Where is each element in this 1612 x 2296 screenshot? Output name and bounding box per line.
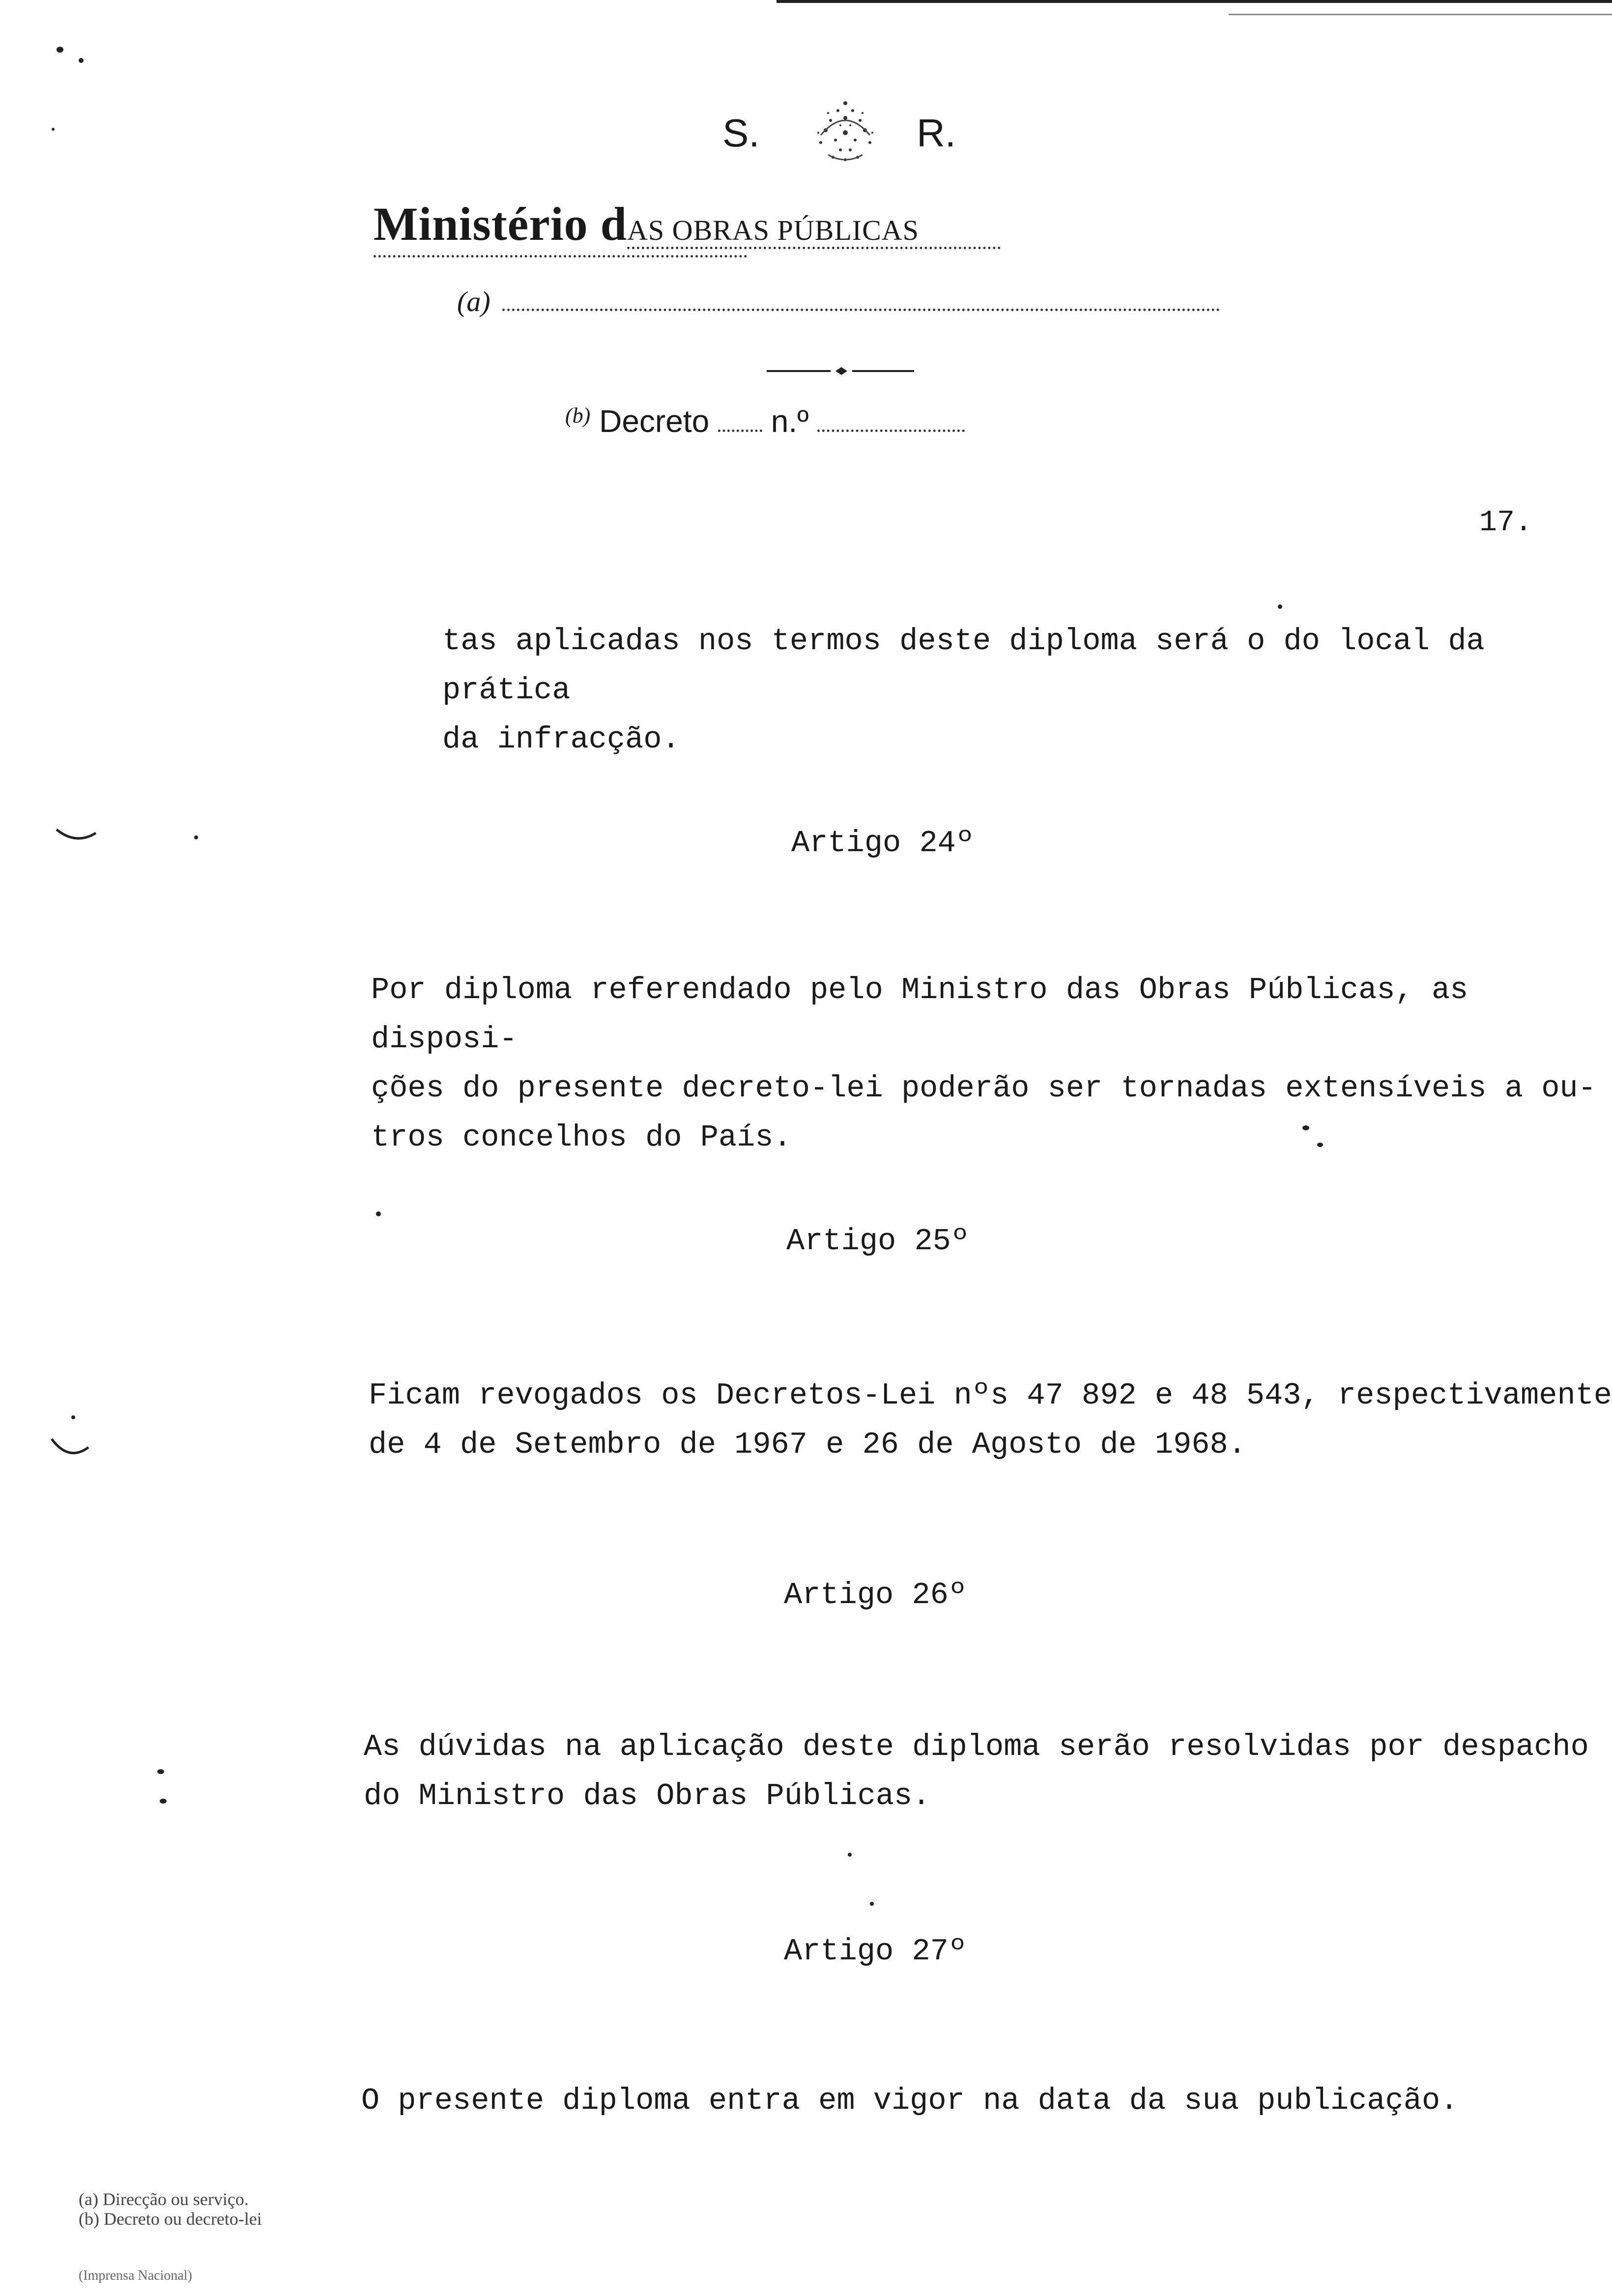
paragraph-line: de 4 de Setembro de 1967 e 26 de Agosto de 1968. bbox=[369, 1427, 1246, 1462]
article-26-heading: Artigo 26º bbox=[784, 1578, 967, 1612]
article-24-text bbox=[371, 966, 1612, 1162]
top-rule-thin bbox=[1229, 14, 1612, 15]
decreto-line bbox=[565, 403, 1106, 447]
scan-speck bbox=[870, 1902, 874, 1906]
paragraph-line: Ficam revogados os Decretos-Lei nºs 47 892 e 48 543, respectivamente bbox=[369, 1378, 1612, 1413]
decreto-label: Decreto bbox=[599, 403, 710, 439]
scan-speck bbox=[1302, 1125, 1309, 1130]
scan-speck bbox=[157, 1769, 164, 1774]
printer-imprint: (Imprensa Nacional) bbox=[79, 2268, 192, 2283]
decreto-type-fill bbox=[718, 430, 762, 432]
paragraph-intro bbox=[442, 617, 1612, 764]
scan-speck bbox=[71, 1415, 75, 1419]
paragraph-line: ções do presente decreto-lei poderão ser tornadas extensíveis a ou- bbox=[371, 1071, 1596, 1106]
article-27-text bbox=[361, 2076, 1458, 2125]
article-25-text bbox=[369, 1371, 1612, 1469]
paragraph-line: As dúvidas na aplicação deste diploma serão resolvidas por despacho bbox=[364, 1729, 1589, 1764]
header-r-label: R. bbox=[917, 111, 956, 155]
scan-speck bbox=[1278, 604, 1282, 609]
decreto-number-fill bbox=[817, 430, 965, 432]
article-24-heading: Artigo 24º bbox=[791, 826, 975, 861]
header-s-label: S. bbox=[722, 111, 760, 155]
article-27-heading: Artigo 27º bbox=[784, 1934, 967, 1969]
scan-speck bbox=[194, 835, 198, 839]
article-25-heading: Artigo 25º bbox=[786, 1224, 970, 1259]
ministerio-dotted-tail bbox=[374, 255, 747, 258]
paragraph-line: O presente diploma entra em vigor na data da sua publicação. bbox=[361, 2083, 1459, 2118]
page-number: 17. bbox=[1479, 506, 1533, 540]
scan-arc-mark bbox=[54, 826, 98, 845]
scan-speck bbox=[1317, 1143, 1323, 1147]
footnotes bbox=[79, 2189, 262, 2229]
scan-speck bbox=[52, 128, 55, 131]
scan-speck bbox=[57, 47, 63, 53]
scan-arc-mark bbox=[49, 1435, 93, 1460]
line-a-dotted-fill bbox=[502, 309, 1220, 311]
ministerio-fill-line bbox=[627, 214, 1001, 249]
paragraph-line: da infracção. bbox=[442, 722, 680, 757]
line-a bbox=[457, 285, 1243, 324]
footnote-a: (a) Direcção ou serviço. bbox=[79, 2189, 249, 2209]
paragraph-line: do Ministro das Obras Públicas. bbox=[364, 1779, 931, 1813]
header-emblem-block bbox=[722, 91, 978, 174]
ministerio-label: Ministério d bbox=[374, 198, 627, 250]
decreto-number-label: n.º bbox=[771, 403, 809, 439]
paragraph-line: tas aplicadas nos termos deste diploma será o do local da prática bbox=[442, 624, 1485, 708]
paragraph-line: tros concelhos do País. bbox=[371, 1120, 792, 1155]
decreto-marker: (b) bbox=[565, 403, 591, 428]
top-rule bbox=[777, 0, 1612, 3]
ministerio-line bbox=[374, 197, 1307, 256]
ministerio-fill-value: AS OBRAS PÚBLICAS bbox=[627, 214, 919, 246]
scan-speck bbox=[848, 1853, 852, 1857]
scan-speck bbox=[376, 1211, 381, 1216]
line-a-marker: (a) bbox=[457, 286, 490, 317]
scan-speck bbox=[79, 58, 84, 63]
ornament-divider-icon bbox=[767, 366, 914, 376]
article-26-text bbox=[364, 1722, 1589, 1821]
paragraph-line: Por diploma referendado pelo Ministro das Obras Públicas, as disposi- bbox=[371, 973, 1468, 1057]
coat-of-arms-icon bbox=[791, 91, 899, 170]
footnote-b: (b) Decreto ou decreto-lei bbox=[79, 2209, 262, 2229]
scan-speck bbox=[160, 1799, 167, 1804]
